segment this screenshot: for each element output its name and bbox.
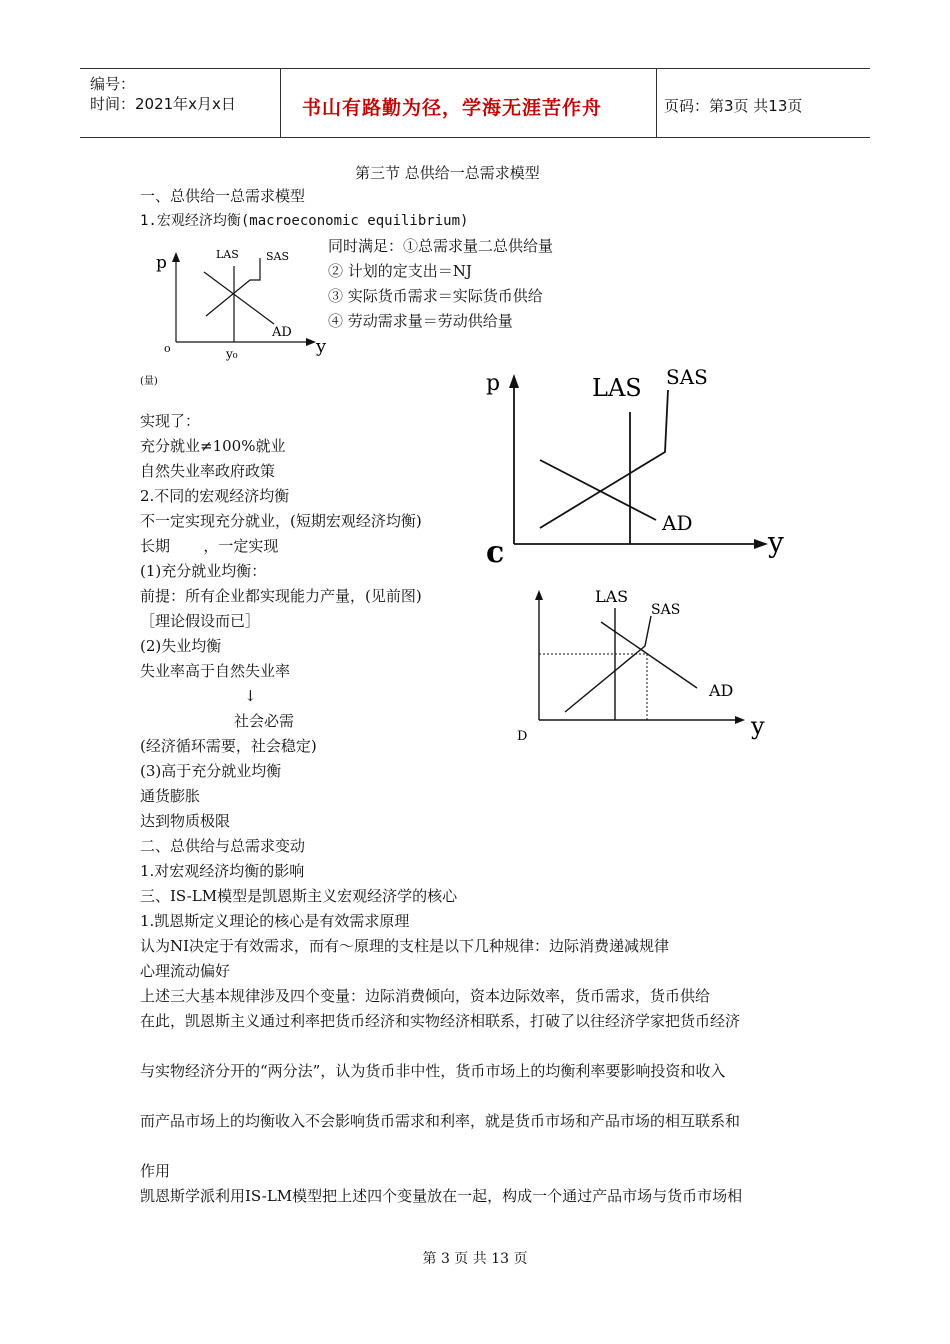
header-table	[80, 68, 870, 138]
d-las-label: LAS	[595, 587, 629, 606]
d-y-arrow	[535, 590, 543, 600]
heading-3: 三、IS-LM模型是凯恩斯主义宏观经济学的核心	[140, 887, 458, 905]
text-line: (经济循环需要，社会稳定)	[140, 737, 317, 755]
text-line: 前提：所有企业都实现能力产量，(见前图)	[140, 587, 422, 605]
text-line: 作用	[140, 1162, 171, 1180]
text-line: (1)充分就业均衡：	[140, 562, 267, 580]
text-line: 心理流动偏好	[140, 962, 231, 980]
large-p-label: p	[486, 371, 501, 396]
header-divider-1	[280, 69, 281, 137]
text-line: 1.对宏观经济均衡的影响	[140, 862, 305, 880]
text-line: 在此，凯恩斯主义通过利率把货币经济和实物经济相联系，打破了以往经济学家把货币经济	[140, 1012, 741, 1030]
small-origin-label: o	[164, 342, 171, 355]
small-sas-label: SAS	[266, 250, 290, 263]
d-sas-curve	[565, 616, 651, 712]
text-line: 不一定实现充分就业，(短期宏观经济均衡)	[140, 512, 422, 530]
heading-2: 2.不同的宏观经济均衡	[140, 487, 290, 505]
condition-item: ② 计划的定支出＝NJ	[328, 262, 472, 280]
condition-item: ③ 实际货币需求＝实际货币供给	[328, 287, 543, 305]
text-line: (3)高于充分就业均衡	[140, 762, 282, 780]
small-x-arrow	[306, 338, 316, 346]
text-line: 自然失业率政府政策	[140, 462, 276, 480]
large-sas-label: SAS	[666, 365, 708, 389]
text-line: 凯恩斯学派利用IS-LM模型把上述四个变量放在一起，构成一个通过产品市场与货币市场相	[140, 1187, 743, 1205]
down-arrow: ↓	[244, 687, 257, 705]
section-title: 第三节 总供给一总需求模型	[355, 164, 540, 182]
small-ad-label: AD	[272, 325, 292, 340]
text-line: 失业率高于自然失业率	[140, 662, 291, 680]
heading-2: 二、总供给与总需求变动	[140, 837, 306, 855]
small-caption: (量)	[140, 376, 158, 387]
small-y0-label: y₀	[226, 347, 238, 361]
d-ad-label: AD	[709, 681, 734, 700]
small-p-label: p	[156, 253, 167, 273]
large-as-ad-diagram	[480, 360, 800, 575]
small-y-label: y	[316, 336, 327, 357]
small-y-arrow	[172, 252, 180, 262]
large-y-label: y	[768, 526, 784, 559]
text-line: 认为NI决定于有效需求，而有～原理的支柱是以下几种规律：边际消费递减规律	[140, 937, 670, 955]
d-sas-label: SAS	[651, 602, 681, 618]
text-line: 实现了：	[140, 412, 201, 430]
large-sas-curve	[540, 390, 668, 528]
condition-item: 同时满足：①总需求量二总供给量	[328, 237, 554, 255]
small-ad-line	[204, 272, 274, 324]
text-line: 1.凯恩斯定义理论的核心是有效需求原理	[140, 912, 410, 930]
large-y-arrow	[509, 374, 519, 388]
heading-1-1: 1.宏观经济均衡(macroeconomic equilibrium)	[140, 213, 469, 229]
page-number-label: 页码：第3页 共13页	[664, 97, 803, 115]
d-x-arrow	[735, 716, 745, 724]
large-ad-label: AD	[662, 511, 693, 535]
header-divider-2	[656, 69, 657, 137]
small-as-ad-diagram	[140, 238, 340, 398]
text-line: 而产品市场上的均衡收入不会影响货币需求和利率，就是货币市场和产品市场的相互联系和	[140, 1112, 741, 1130]
page-footer: 第 3 页 共 13 页	[422, 1251, 528, 1267]
large-x-arrow	[754, 539, 768, 549]
large-origin-label: c	[486, 535, 505, 570]
d-origin-label: D	[517, 729, 528, 744]
text-line: 充分就业≠100%就业	[140, 437, 286, 455]
header-motto: 书山有路勤为径，学海无涯苦作舟	[302, 97, 603, 119]
text-line: 与实物经济分开的“两分法”，认为货币非中性，货币市场上的均衡利率要影响投资和收入	[140, 1062, 726, 1080]
doc-code-label: 编号：	[90, 75, 136, 93]
text-line: ［理论假设而已］	[140, 612, 261, 630]
condition-item: ④ 劳动需求量＝劳动供给量	[328, 312, 513, 330]
heading-1: 一、总供给一总需求模型	[140, 187, 306, 205]
d-as-ad-diagram	[505, 580, 795, 750]
d-y-label: y	[751, 712, 765, 740]
text-line: (2)失业均衡	[140, 637, 222, 655]
small-las-label: LAS	[216, 248, 239, 261]
text-line: 长期 ，一定实现	[140, 537, 279, 555]
text-line: 上述三大基本规律涉及四个变量：边际消费倾向，资本边际效率，货币需求，货币供给	[140, 987, 711, 1005]
text-line: 社会必需	[234, 712, 295, 730]
text-line: 通货膨胀	[140, 787, 201, 805]
doc-time-label: 时间：2021年x月x日	[90, 95, 236, 113]
large-las-label: LAS	[592, 374, 642, 402]
text-line: 达到物质极限	[140, 812, 231, 830]
